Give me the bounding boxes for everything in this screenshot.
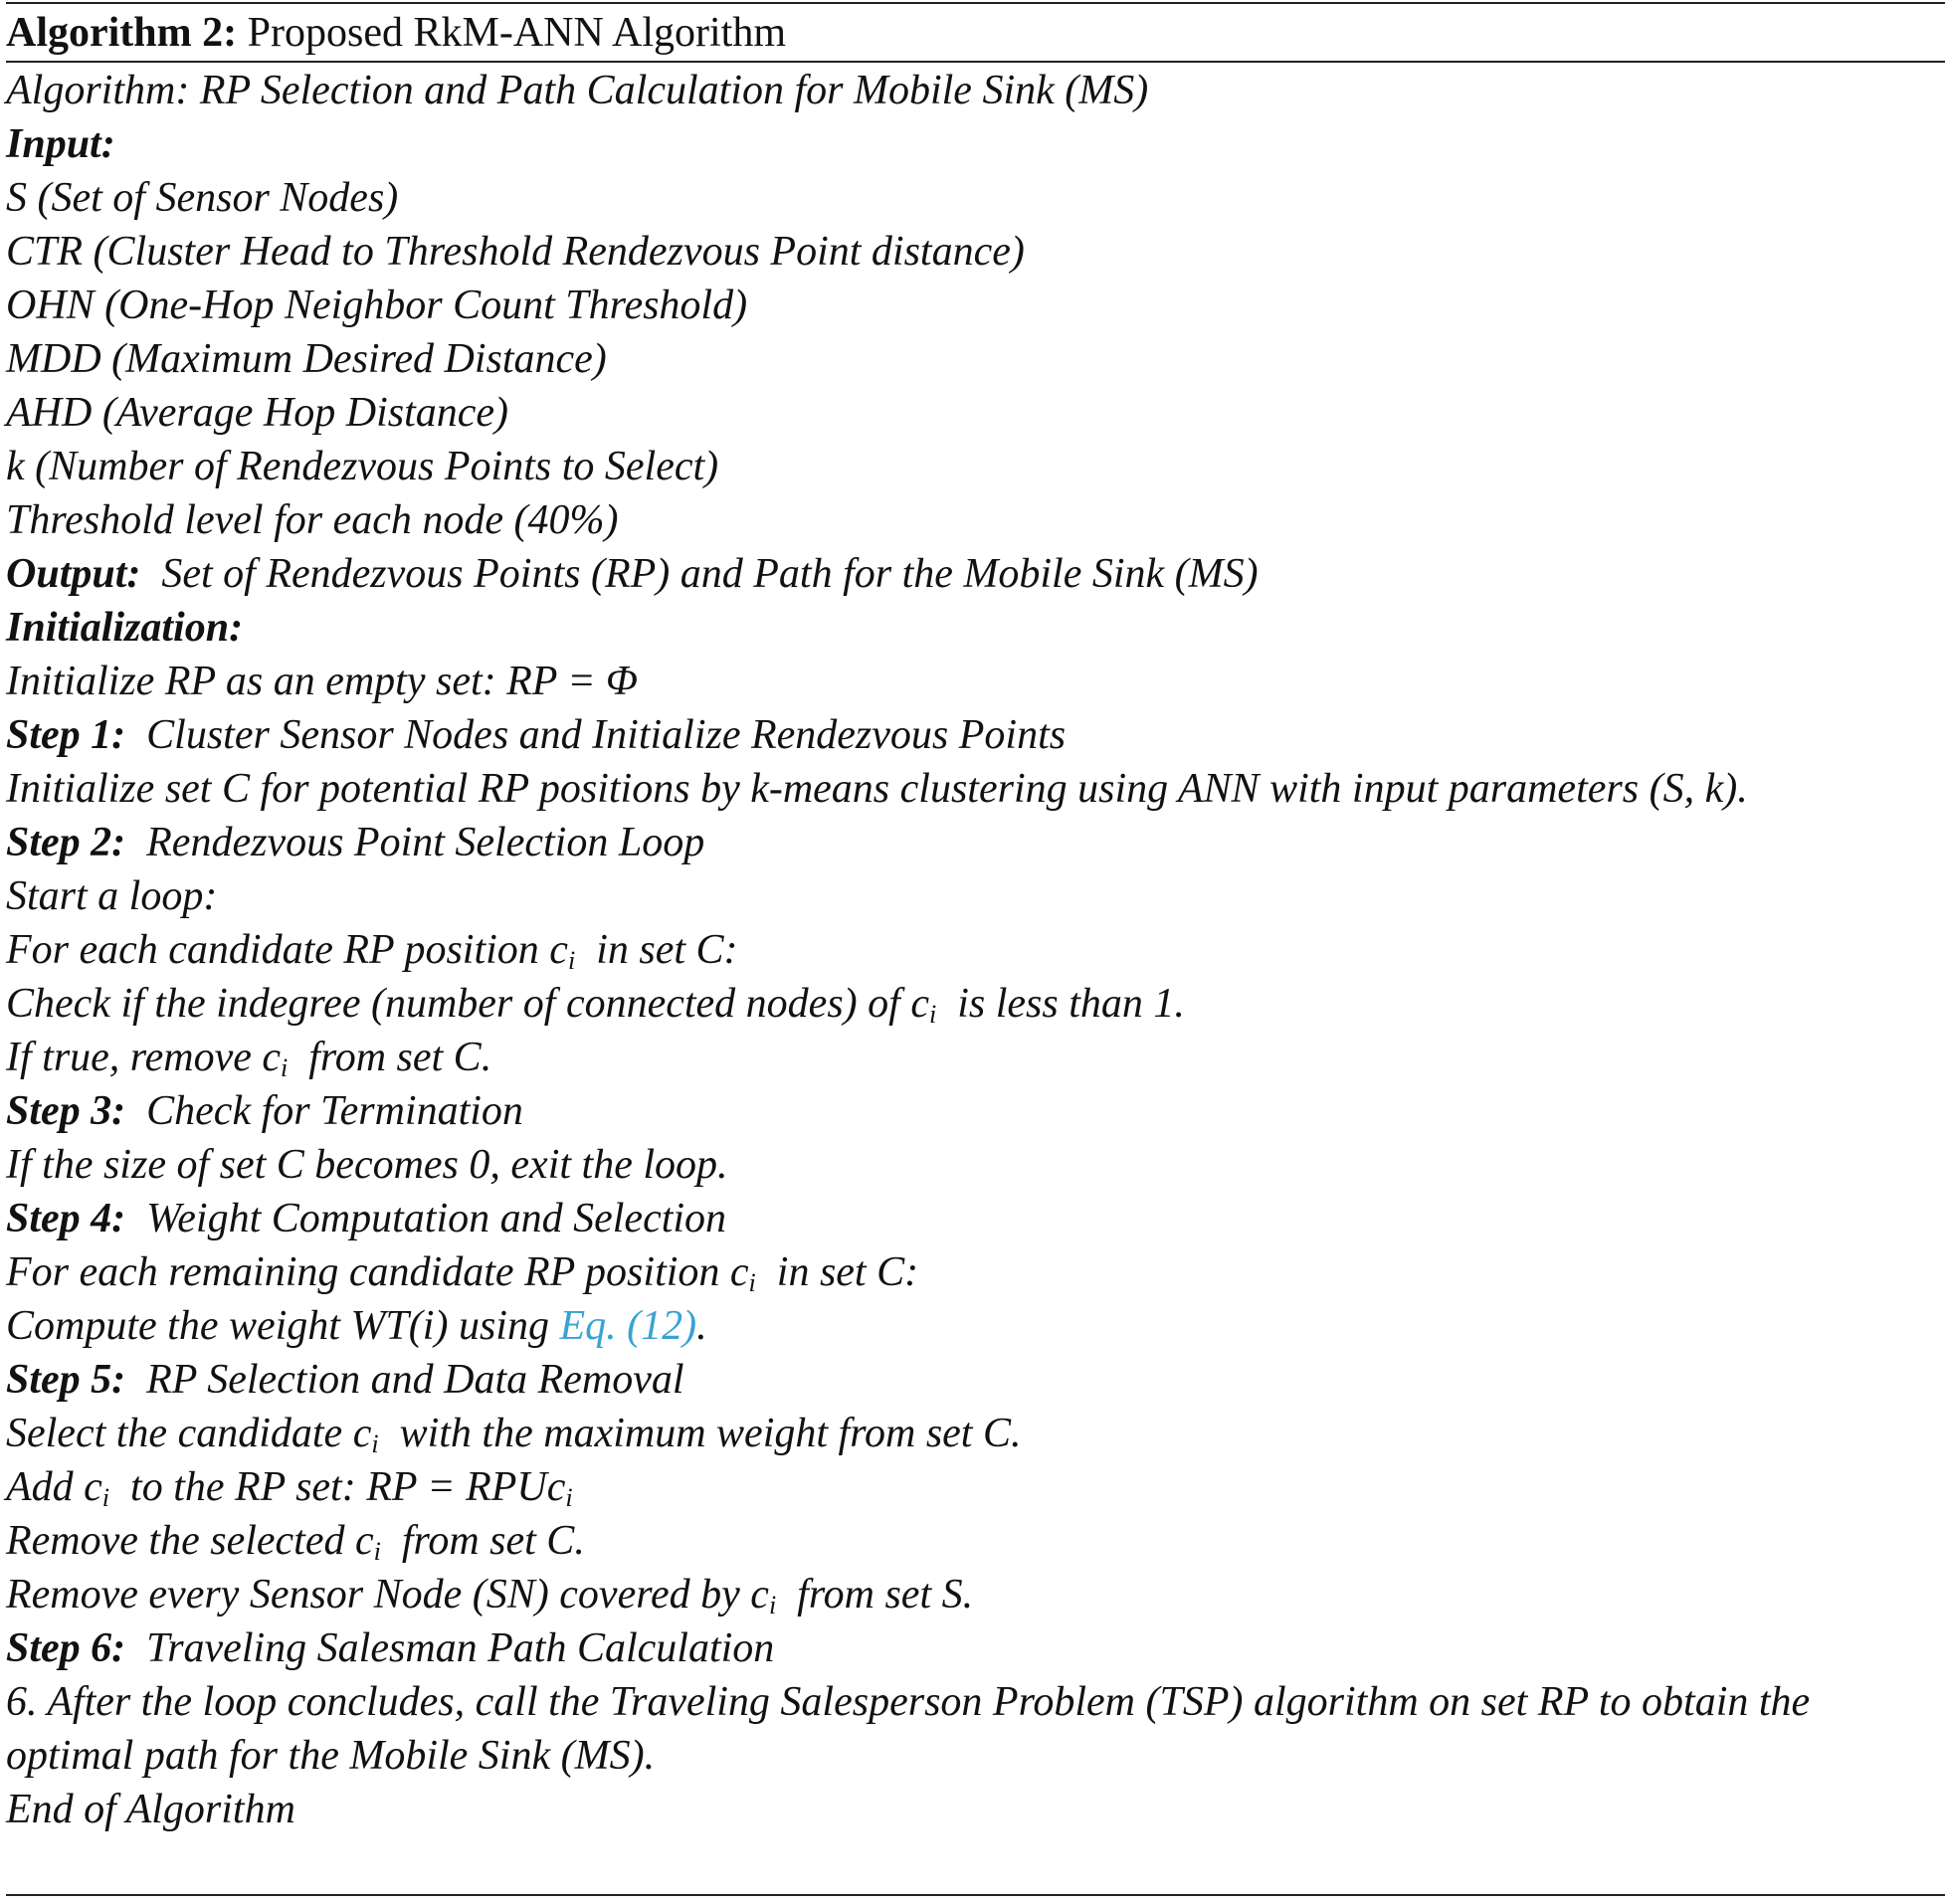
text-part: Check if the indegree (number of connected nodes) of c bbox=[6, 981, 929, 1027]
subscript: i bbox=[281, 1053, 289, 1082]
step-label: Step 5: bbox=[6, 1357, 126, 1403]
text-part: Remove every Sensor Node (SN) covered by c bbox=[6, 1572, 769, 1618]
output-line bbox=[6, 547, 1941, 601]
subscript: i bbox=[567, 946, 576, 975]
step-6-text: 6. After the loop concludes, call the Traveling Salesperson Problem (TSP) algorithm on set RP to obtain the optimal path for the Mobile Sink (MS). bbox=[6, 1679, 1811, 1779]
text-part: If true, remove c bbox=[6, 1035, 281, 1080]
step-4-line bbox=[6, 1299, 1941, 1353]
step-5-line bbox=[6, 1460, 1941, 1514]
text-part: Add c bbox=[6, 1464, 102, 1510]
input-item: AHD (Average Hop Distance) bbox=[6, 390, 509, 436]
subscript: i bbox=[565, 1483, 573, 1512]
text-part: in set C: bbox=[596, 927, 738, 973]
subscript: i bbox=[748, 1268, 756, 1297]
end-of-algorithm: End of Algorithm bbox=[6, 1787, 295, 1832]
text-part: to the RP set: RP = RPUc bbox=[130, 1464, 566, 1510]
subscript: i bbox=[768, 1591, 777, 1619]
text-part: . bbox=[696, 1303, 707, 1349]
step-3-heading bbox=[6, 1084, 1941, 1138]
text-part: For each candidate RP position c bbox=[6, 927, 568, 973]
step-title: Weight Computation and Selection bbox=[146, 1196, 727, 1241]
text-part: from set C. bbox=[401, 1518, 585, 1564]
step-1-text: Initialize set C for potential RP positions by k-means clustering using ANN with input parameters (S, k). bbox=[6, 766, 1748, 812]
step-2-line bbox=[6, 1031, 1941, 1084]
text-part: is less than 1. bbox=[957, 981, 1185, 1027]
output-label: Output: bbox=[6, 551, 141, 597]
text-part: from set C. bbox=[308, 1035, 492, 1080]
text-part: from set S. bbox=[797, 1572, 974, 1618]
input-item: MDD (Maximum Desired Distance) bbox=[6, 336, 607, 382]
input-label: Input: bbox=[6, 121, 115, 167]
text-part: in set C: bbox=[776, 1249, 919, 1295]
step-title: Rendezvous Point Selection Loop bbox=[146, 820, 705, 865]
step-5-line bbox=[6, 1407, 1941, 1460]
text-part: For each remaining candidate RP position c bbox=[6, 1249, 749, 1295]
step-title: Traveling Salesman Path Calculation bbox=[146, 1625, 775, 1671]
text-part: with the maximum weight from set C. bbox=[399, 1411, 1022, 1456]
subscript: i bbox=[101, 1483, 110, 1512]
output-text: Set of Rendezvous Points (RP) and Path for the Mobile Sink (MS) bbox=[161, 551, 1259, 597]
text-part: Compute the weight WT(i) using bbox=[6, 1303, 560, 1349]
step-label: Step 2: bbox=[6, 820, 126, 865]
step-label: Step 6: bbox=[6, 1625, 126, 1671]
step-1-heading bbox=[6, 708, 1941, 762]
input-item: Threshold level for each node (40%) bbox=[6, 497, 619, 543]
algorithm-header bbox=[6, 8, 786, 58]
step-2-heading bbox=[6, 816, 1941, 869]
subscript: i bbox=[928, 1000, 937, 1029]
step-5-line bbox=[6, 1514, 1941, 1568]
algorithm-title: Proposed RkM-ANN Algorithm bbox=[247, 10, 786, 56]
step-2-line bbox=[6, 977, 1941, 1031]
step-title: RP Selection and Data Removal bbox=[146, 1357, 684, 1403]
step-4-heading bbox=[6, 1192, 1941, 1245]
algorithm-label: Algorithm 2: bbox=[6, 10, 238, 56]
subscript: i bbox=[373, 1537, 381, 1566]
step-2-line bbox=[6, 923, 1941, 977]
step-4-line bbox=[6, 1245, 1941, 1299]
header-rule bbox=[6, 61, 1945, 63]
step-5-heading bbox=[6, 1353, 1941, 1407]
input-item: S (Set of Sensor Nodes) bbox=[6, 175, 399, 221]
text-part: Remove the selected c bbox=[6, 1518, 374, 1564]
initialization-text: Initialize RP as an empty set: RP = Φ bbox=[6, 659, 639, 704]
step-5-line bbox=[6, 1568, 1941, 1621]
algorithm-description: Algorithm: RP Selection and Path Calculation for Mobile Sink (MS) bbox=[6, 68, 1149, 113]
step-3-text: If the size of set C becomes 0, exit the loop. bbox=[6, 1142, 728, 1188]
input-item: k (Number of Rendezvous Points to Select) bbox=[6, 444, 719, 489]
bottom-rule bbox=[6, 1894, 1945, 1896]
initialization-label: Initialization: bbox=[6, 605, 244, 651]
input-item: CTR (Cluster Head to Threshold Rendezvous Point distance) bbox=[6, 229, 1025, 275]
text-part: Select the candidate c bbox=[6, 1411, 372, 1456]
algorithm-body bbox=[6, 64, 1941, 1836]
subscript: i bbox=[371, 1429, 379, 1458]
input-item: OHN (One-Hop Neighbor Count Threshold) bbox=[6, 283, 748, 328]
equation-link[interactable]: Eq. (12) bbox=[559, 1303, 697, 1349]
top-rule bbox=[6, 2, 1945, 4]
step-label: Step 4: bbox=[6, 1196, 126, 1241]
step-title: Check for Termination bbox=[146, 1088, 523, 1134]
step-label: Step 1: bbox=[6, 712, 126, 758]
step-label: Step 3: bbox=[6, 1088, 126, 1134]
step-title: Cluster Sensor Nodes and Initialize Rendezvous Points bbox=[146, 712, 1067, 758]
step-6-heading bbox=[6, 1621, 1941, 1675]
step-2-line: Start a loop: bbox=[6, 873, 218, 919]
